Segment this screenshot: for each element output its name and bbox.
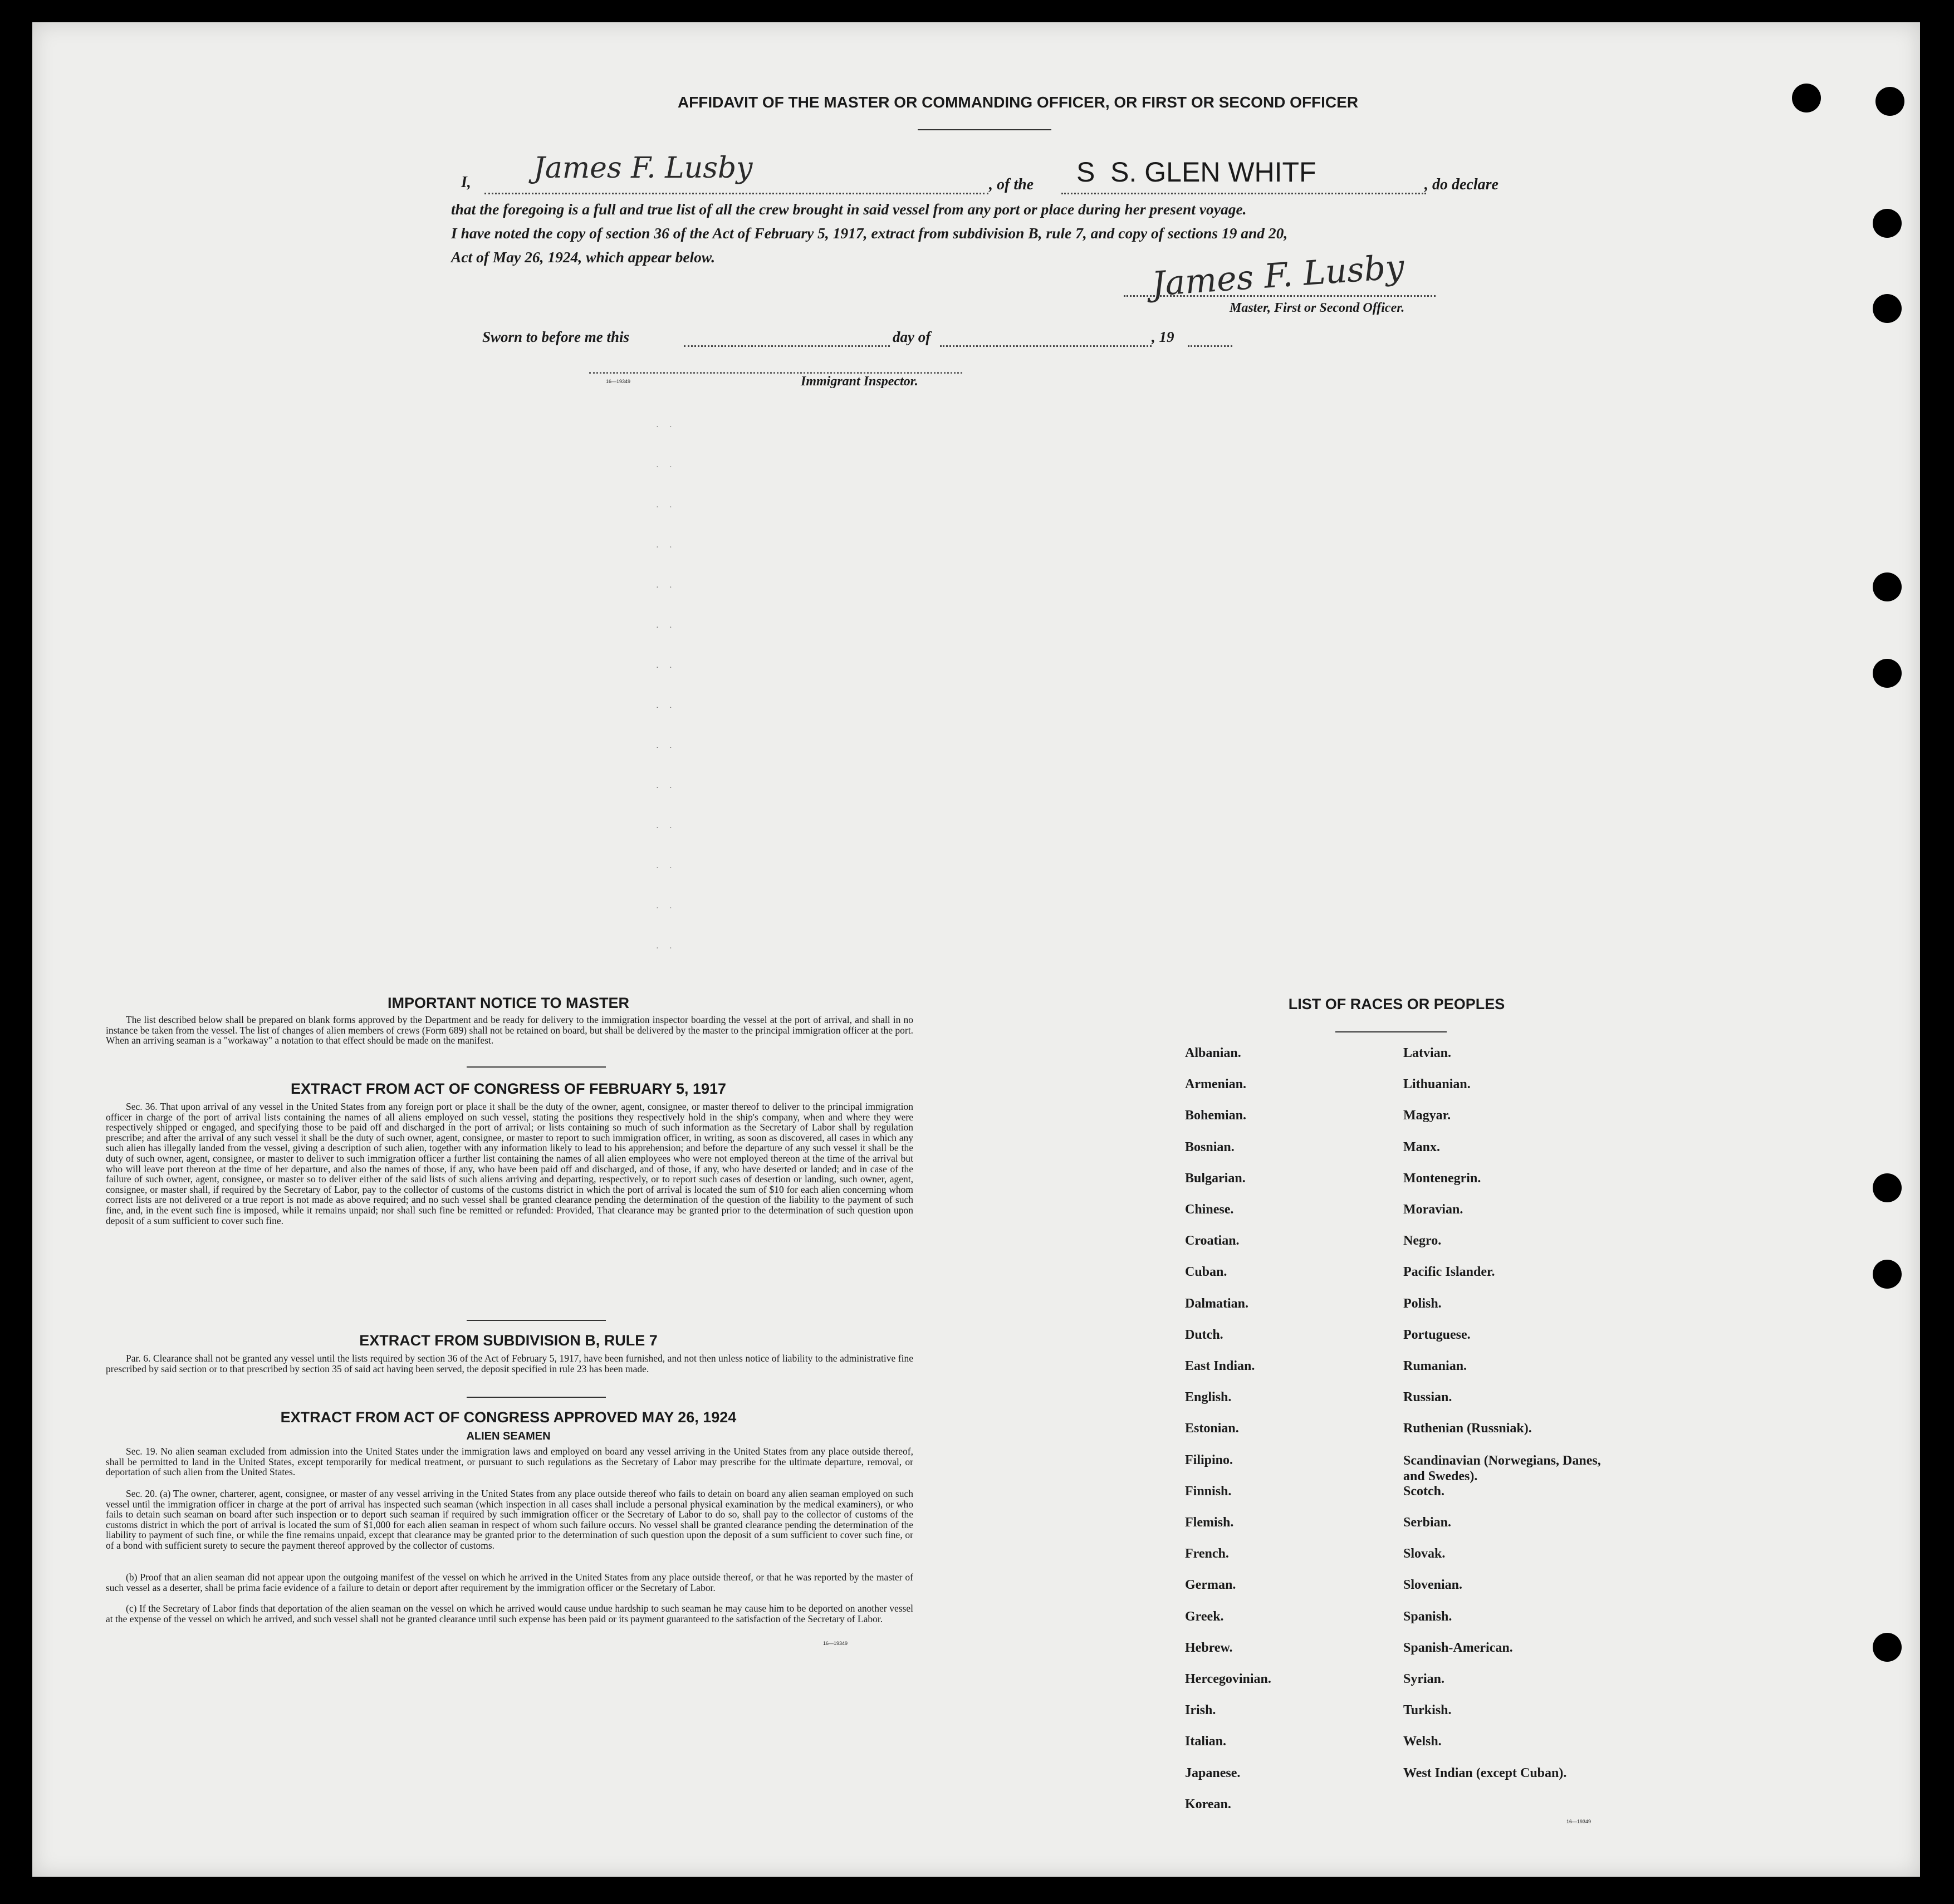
form-number: 16—19349: [823, 1641, 848, 1646]
binder-hole: [1873, 294, 1902, 323]
race-item: Spanish.: [1403, 1609, 1452, 1624]
column-dot-mark: · ·: [656, 824, 677, 833]
race-item: East Indian.: [1185, 1359, 1255, 1373]
do-declare: , do declare: [1424, 176, 1498, 193]
race-item: Slovenian.: [1403, 1578, 1463, 1593]
column-dot-mark: · ·: [656, 784, 677, 792]
inspector-caption: Immigrant Inspector.: [801, 374, 918, 389]
of-the-label: , of the: [989, 176, 1034, 193]
column-dot-mark: · ·: [656, 544, 677, 552]
race-item: Korean.: [1185, 1797, 1231, 1812]
race-item: Manx.: [1403, 1139, 1440, 1154]
race-item: Greek.: [1185, 1609, 1224, 1624]
race-item: Japanese.: [1185, 1765, 1241, 1780]
race-item: Portuguese.: [1403, 1327, 1471, 1342]
column-dot-mark: · ·: [656, 664, 677, 672]
race-item: English.: [1185, 1390, 1232, 1405]
divider: [918, 129, 1051, 130]
column-dot-mark: · ·: [656, 704, 677, 712]
sworn-day-line: [684, 332, 890, 347]
column-dot-mark: · ·: [656, 744, 677, 752]
signature-caption: Master, First or Second Officer.: [1230, 301, 1405, 315]
race-item: Turkish.: [1403, 1703, 1452, 1718]
binder-hole: [1875, 87, 1904, 116]
column-dot-mark: · ·: [656, 503, 677, 512]
race-item: Armenian.: [1185, 1077, 1246, 1092]
race-item: Bulgarian.: [1185, 1171, 1246, 1186]
form-number: 16—19349: [1566, 1819, 1591, 1824]
divider: [467, 1397, 606, 1398]
race-item: Latvian.: [1403, 1046, 1452, 1060]
race-item: Russian.: [1403, 1390, 1452, 1405]
extract1-body: Sec. 36. That upon arrival of any vessel in the United States from any foreign port or place it shall be the duty of the owner, agent, consignee, or master thereof to deliver to the principal immigration officer in charge of the port of arrival lists containing the names of all aliens employed on such vessel, stating the positions they respectively hold in the ship's company, when and where they were respectively shipped or engaged, and specifying those to be paid off and discharged in the port of arrival; or lists containing so much of such information as the Secretary of Labor shall by regulation prescribe; and after the arrival of any such vessel it shall be the duty of such owner, agent, consignee, or master to report to such immigration officer, in writing, as soon as discovered, all cases in which any such alien has illegally landed from the vessel, giving a description of such alien, together with any information likely to lead to his apprehension; and before the departure of any such vessel it shall be the duty of such owner, agent, consignee, or master to deliver to such immigration officer a further list containing the names of all alien employees who were not employed thereon at the time of the arrival but who will leave port thereon at the time of her departure, and also the names of those, if any, who have been paid off and discharged, and of those, if any, who have deserted or landed; and in case of the failure of such owner, agent, consignee, or master so to deliver either of the said lists of such aliens arriving and departing, respectively, or to report such cases of desertion or landing, such owner, agent, consignee, or master shall, if required by the Secretary of Labor, pay to the collector of customs of the customs district in which the port of arrival is located the sum of $10 for each alien concerning whom correct lists are not delivered or a true report is not made as above required; and no such vessel shall be granted clearance pending the determination of the question of the liability to the payment of such fine, and, in the event such fine is imposed, while it remains unpaid; nor shall such fine be remitted or refunded: Provided, That clearance may be granted prior to the determination of such question upon deposit of a sum sufficient to cover such fine.: [106, 1101, 913, 1226]
race-item: Negro.: [1403, 1234, 1442, 1249]
master-signature: James F. Lusby: [1150, 247, 1405, 304]
sec20c-body: (c) If the Secretary of Labor finds that deportation of the alien seaman on the vessel on which he arrived would cause undue hardship to such seaman he may cause him to be deported on another vessel at the expense of the vessel on which he arrived, and such vessel shall not be granted clearance until such expense has been paid or its payment guaranteed to the satisfaction of the Secretary of Labor.: [106, 1603, 913, 1624]
i-label: I,: [461, 174, 471, 191]
race-item: Italian.: [1185, 1734, 1227, 1749]
vessel-name: S S. GLEN WHITF: [1076, 156, 1316, 188]
column-dot-mark: · ·: [656, 944, 677, 953]
race-item: Magyar.: [1403, 1108, 1451, 1123]
race-item: Flemish.: [1185, 1515, 1234, 1530]
binder-hole: [1873, 572, 1902, 601]
race-item: West Indian (except Cuban).: [1403, 1765, 1567, 1780]
column-dot-mark: · ·: [656, 624, 677, 632]
race-item: Dalmatian.: [1185, 1296, 1248, 1311]
races-heading: LIST OF RACES OR PEOPLES: [1288, 996, 1505, 1012]
race-item: Cuban.: [1185, 1265, 1227, 1280]
sec19-body: Sec. 19. No alien seaman excluded from admission into the United States under the immigration laws and employed on board any vessel arriving in the United States from any place outside thereof, shall be permitted to land in the United States, except temporarily for medical treatment, or pursuant to such regulations as the Secretary of Labor may prescribe for the ultimate departure, removal, or deportation of such alien from the United States.: [106, 1446, 913, 1478]
affidavit-line-3: I have noted the copy of section 36 of the Act of February 5, 1917, extract from subdivision B, rule 7, and copy of sections 19 and 20,: [451, 224, 1288, 242]
binder-hole: [1792, 84, 1821, 112]
inspector-line: [589, 372, 962, 374]
binder-hole: [1873, 1633, 1902, 1662]
sworn-month-line: [940, 332, 1152, 347]
race-item: Serbian.: [1403, 1515, 1452, 1530]
binder-hole: [1873, 1173, 1902, 1202]
sworn-label: Sworn to before me this: [482, 329, 630, 345]
affidavit-line-4: Act of May 26, 1924, which appear below.: [451, 248, 716, 266]
extract2-heading: EXTRACT FROM SUBDIVISION B, RULE 7: [359, 1332, 658, 1349]
divider: [1335, 1031, 1447, 1032]
column-dot-mark: · ·: [656, 864, 677, 873]
race-item: Lithuanian.: [1403, 1077, 1471, 1092]
race-item: Scandinavian (Norwegians, Danes, and Swedes).: [1403, 1453, 1601, 1484]
race-item: Rumanian.: [1403, 1359, 1467, 1373]
race-item: Dutch.: [1185, 1327, 1223, 1342]
race-item: German.: [1185, 1578, 1236, 1593]
race-item: Polish.: [1403, 1296, 1442, 1311]
sec20b-body: (b) Proof that an alien seaman did not appear upon the outgoing manifest of the vessel on which he arrived in the United States from any place outside thereof, or that he was reported by the master of such vessel as a deserter, shall be prima facie evidence of a failure to detain or deport after requirement by the immigration officer or the Secretary of Labor.: [106, 1572, 913, 1593]
race-item: Pacific Islander.: [1403, 1265, 1495, 1280]
race-item: Scotch.: [1403, 1484, 1444, 1499]
race-item: Chinese.: [1185, 1202, 1234, 1217]
race-item: Croatian.: [1185, 1234, 1240, 1249]
race-item: Filipino.: [1185, 1452, 1233, 1467]
extract3-heading: EXTRACT FROM ACT OF CONGRESS APPROVED MAY 26, 1924: [280, 1409, 737, 1426]
race-item: Estonian.: [1185, 1421, 1239, 1436]
form-number: 16—19349: [606, 379, 631, 384]
sec20a-body: Sec. 20. (a) The owner, charterer, agent, consignee, or master of any vessel arriving in the United States from any place outside thereof who fails to detain on board any alien seaman employed on such vessel until the immigration officer in charge at the port of arrival has inspected such seaman (which inspection in all cases shall include a personal physical examination by the medical examiners), or who fails to detain such seaman on board after such inspection or to deport such seaman if required by such immigration officer or the Secretary of Labor to do so, shall pay to the collector of customs of the customs district in which the port of arrival is located the sum of $1,000 for each alien seaman in respect of whom such failure occurs. No vessel shall be granted clearance pending the determination of the liability to payment of such fine, or while the fine remains unpaid, except that clearance may be granted prior to the determination of such question upon the deposit of a sum sufficient to cover such fine, or of a bond with sufficient surety to secure the payment thereof approved by the collector of customs.: [106, 1488, 913, 1551]
column-dot-mark: · ·: [656, 463, 677, 472]
notice-heading: IMPORTANT NOTICE TO MASTER: [388, 995, 629, 1011]
race-item: Hercegovinian.: [1185, 1672, 1271, 1686]
affidavit-line-2: that the foregoing is a full and true list of all the crew brought in said vessel from any port or place during her present voyage.: [451, 200, 1247, 218]
race-item: Finnish.: [1185, 1484, 1232, 1499]
extract1-heading: EXTRACT FROM ACT OF CONGRESS OF FEBRUARY 5, 1917: [290, 1080, 727, 1097]
binder-hole: [1873, 209, 1902, 238]
race-item: Welsh.: [1403, 1734, 1442, 1749]
master-name: James F. Lusby: [533, 151, 753, 185]
race-item: Irish.: [1185, 1703, 1216, 1718]
day-of-label: day of: [893, 329, 931, 345]
column-dot-mark: · ·: [656, 904, 677, 913]
race-item: Moravian.: [1403, 1202, 1463, 1217]
race-item: Bohemian.: [1185, 1108, 1247, 1123]
race-item: Spanish-American.: [1403, 1640, 1513, 1655]
race-item: Albanian.: [1185, 1046, 1241, 1060]
year-line: [1188, 332, 1232, 347]
divider: [467, 1320, 606, 1321]
column-dot-mark: · ·: [656, 423, 677, 432]
race-item: Hebrew.: [1185, 1640, 1233, 1655]
year-label: , 19: [1152, 329, 1174, 345]
race-item: Bosnian.: [1185, 1139, 1235, 1154]
extract2-body: Par. 6. Clearance shall not be granted any vessel until the lists required by section 36 of the Act of February 5, 1917, have been furnished, and not then unless notice of liability to the administrative fine prescribed by said section or to that prescribed by section 35 of said act having been served, the deposit specified in rule 23 has been made.: [106, 1353, 913, 1374]
race-item: Slovak.: [1403, 1546, 1446, 1562]
race-item: Syrian.: [1403, 1672, 1445, 1686]
extract3-subheading: ALIEN SEAMEN: [466, 1430, 551, 1442]
affidavit-title: AFFIDAVIT OF THE MASTER OR COMMANDING OFFICER, OR FIRST OR SECOND OFFICER: [677, 94, 1359, 111]
race-item: French.: [1185, 1546, 1229, 1562]
race-item: Montenegrin.: [1403, 1171, 1481, 1186]
document-page: [32, 22, 1920, 1877]
race-item: Ruthenian (Russniak).: [1403, 1421, 1532, 1436]
binder-hole: [1873, 659, 1902, 688]
binder-hole: [1873, 1260, 1902, 1289]
notice-body: The list described below shall be prepared on blank forms approved by the Department and be ready for delivery to the immigration inspector boarding the vessel at the port of arrival, and shall in no instance be taken from the vessel. The list of changes of alien members of crews (Form 689) shall not be retained on board, but shall be delivered by the master to the principal immigration officer at the port. When an arriving seaman is a "workaway" a notation to that effect should be made on the manifest.: [106, 1014, 913, 1046]
divider: [467, 1066, 606, 1068]
column-dot-mark: · ·: [656, 584, 677, 592]
